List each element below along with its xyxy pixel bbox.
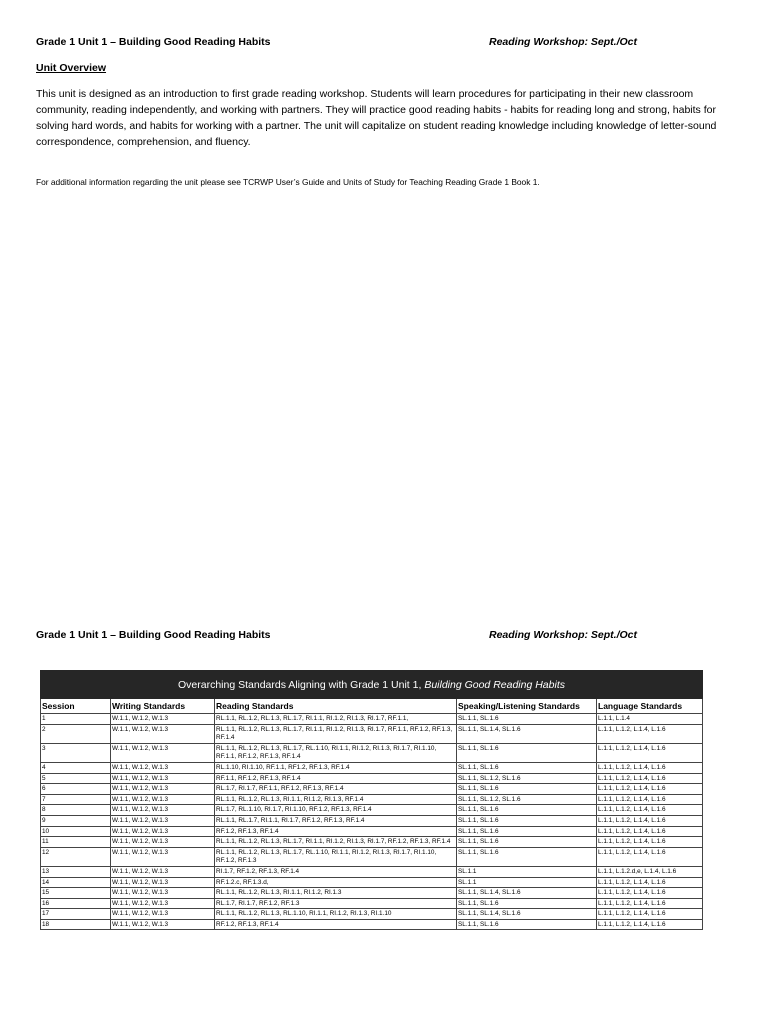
session-cell: 13	[41, 866, 111, 877]
session-cell: 17	[41, 909, 111, 920]
writing-standards-cell: W.1.1, W.1.2, W.1.3	[111, 784, 215, 795]
table-row	[41, 743, 703, 762]
speaking-standards-cell: SL.1.1	[457, 866, 597, 877]
writing-standards-cell: W.1.1, W.1.2, W.1.3	[111, 826, 215, 837]
language-standards-cell: L.1.1, L.1.2, L.1.4, L.1.6	[597, 909, 703, 920]
reading-standards-cell: RL.1.1, RL.1.2, RL.1.3, RL.1.7, RI.1.1, RI.1.2, RI.1.3, RI.1.7, RF.1.2, RF.1.3, RF.1.4	[215, 837, 457, 848]
session-cell: 3	[41, 743, 111, 762]
session-cell: 6	[41, 784, 111, 795]
table-row	[41, 714, 703, 725]
session-cell: 1	[41, 714, 111, 725]
header-workshop-date: Reading Workshop: Sept./Oct	[489, 629, 637, 641]
table-row	[41, 919, 703, 930]
reading-standards-cell: RL.1.7, RI.1.7, RF.1.1, RF.1.2, RF.1.3, RF.1.4	[215, 784, 457, 795]
page-header-second	[36, 629, 736, 641]
language-standards-cell: L.1.1, L.1.2, L.1.4, L.1.6	[597, 888, 703, 899]
unit-overview-paragraph: This unit is designed as an introduction to first grade reading workshop. Students will learn procedures for participating in their new classroom community, reading independently, and working with partners. They will practice good reading habits - habits for reading long and strong, habits for solving hard words, and habits for working with a partner. The unit will capitalize on student reading knowledge including knowledge of letter-sound correspondence, comprehension, and fluency.	[36, 88, 717, 148]
speaking-standards-cell: SL.1.1, SL.1.4, SL.1.6	[457, 888, 597, 899]
speaking-standards-cell: SL.1.1, SL.1.6	[457, 826, 597, 837]
language-standards-cell: L.1.1, L.1.2, L.1.4, L.1.6	[597, 794, 703, 805]
table-body	[41, 714, 703, 930]
column-header-language: Language Standards	[597, 699, 703, 714]
table-row	[41, 847, 703, 866]
speaking-standards-cell: SL.1.1, SL.1.6	[457, 714, 597, 725]
language-standards-cell: L.1.1, L.1.2, L.1.4, L.1.6	[597, 815, 703, 826]
reading-standards-cell: RL.1.1, RL.1.2, RL.1.3, RL.1.7, RI.1.1, RI.1.2, RI.1.3, RI.1.7, RF.1.1, RF.1.2, RF.1.3, RF.1.4	[215, 724, 457, 743]
table-row	[41, 784, 703, 795]
session-cell: 2	[41, 724, 111, 743]
speaking-standards-cell: SL.1.1, SL.1.6	[457, 898, 597, 909]
language-standards-cell: L.1.1, L.1.2, L.1.4, L.1.6	[597, 773, 703, 784]
language-standards-cell: L.1.1, L.1.4	[597, 714, 703, 725]
unit-overview-heading: Unit Overview	[36, 62, 107, 74]
language-standards-cell: L.1.1, L.1.2, L.1.4, L.1.6	[597, 743, 703, 762]
session-cell: 9	[41, 815, 111, 826]
table-row	[41, 866, 703, 877]
session-cell: 12	[41, 847, 111, 866]
speaking-standards-cell: SL.1.1, SL.1.6	[457, 805, 597, 816]
reading-standards-cell: RF.1.2, RF.1.3, RF.1.4	[215, 919, 457, 930]
reading-standards-cell: RL.1.1, RL.1.7, RI.1.1, RI.1.7, RF.1.2, RF.1.3, RF.1.4	[215, 815, 457, 826]
writing-standards-cell: W.1.1, W.1.2, W.1.3	[111, 847, 215, 866]
writing-standards-cell: W.1.1, W.1.2, W.1.3	[111, 724, 215, 743]
language-standards-cell: L.1.1, L.1.2, L.1.4, L.1.6	[597, 805, 703, 816]
standards-table	[40, 670, 703, 930]
table-row	[41, 909, 703, 920]
header-unit-title: Grade 1 Unit 1 – Building Good Reading Habits	[36, 629, 271, 641]
session-cell: 15	[41, 888, 111, 899]
table-row	[41, 898, 703, 909]
additional-info-note: For additional information regarding the unit please see TCRWP User’s Guide and Units of Study for Teaching Reading Grade 1 Book 1.	[36, 177, 540, 187]
session-cell: 18	[41, 919, 111, 930]
session-cell: 5	[41, 773, 111, 784]
reading-standards-cell: RL.1.1, RL.1.2, RL.1.3, RL.1.7, RI.1.1, RI.1.2, RI.1.3, RI.1.7, RF.1.1,	[215, 714, 457, 725]
speaking-standards-cell: SL.1.1, SL.1.6	[457, 815, 597, 826]
reading-standards-cell: RF.1.2, RF.1.3, RF.1.4	[215, 826, 457, 837]
session-cell: 11	[41, 837, 111, 848]
column-header-reading: Reading Standards	[215, 699, 457, 714]
language-standards-cell: L.1.1, L.1.2, L.1.4, L.1.6	[597, 847, 703, 866]
writing-standards-cell: W.1.1, W.1.2, W.1.3	[111, 773, 215, 784]
page-header	[36, 36, 736, 48]
reading-standards-cell: RF.1.2.c, RF.1.3.d,	[215, 877, 457, 888]
language-standards-cell: L.1.1, L.1.2, L.1.4, L.1.6	[597, 826, 703, 837]
writing-standards-cell: W.1.1, W.1.2, W.1.3	[111, 714, 215, 725]
writing-standards-cell: W.1.1, W.1.2, W.1.3	[111, 805, 215, 816]
speaking-standards-cell: SL.1.1, SL.1.4, SL.1.6	[457, 724, 597, 743]
writing-standards-cell: W.1.1, W.1.2, W.1.3	[111, 888, 215, 899]
reading-standards-cell: RL.1.1, RL.1.2, RL.1.3, RI.1.1, RI.1.2, RI.1.3, RF.1.4	[215, 794, 457, 805]
reading-standards-cell: RL.1.10, RI.1.10, RF.1.1, RF1.2, RF.1.3, RF.1.4	[215, 762, 457, 773]
speaking-standards-cell: SL.1.1, SL.1.2, SL.1.6	[457, 773, 597, 784]
header-workshop-date: Reading Workshop: Sept./Oct	[489, 36, 637, 48]
table-row	[41, 826, 703, 837]
language-standards-cell: L.1.1, L.1.2, L.1.4, L.1.6	[597, 762, 703, 773]
table-row	[41, 805, 703, 816]
writing-standards-cell: W.1.1, W.1.2, W.1.3	[111, 877, 215, 888]
speaking-standards-cell: SL.1.1, SL.1.4, SL.1.6	[457, 909, 597, 920]
writing-standards-cell: W.1.1, W.1.2, W.1.3	[111, 909, 215, 920]
writing-standards-cell: W.1.1, W.1.2, W.1.3	[111, 837, 215, 848]
reading-standards-cell: RL.1.1, RL.1.2, RL.1.3, RL.1.7, RL.1.10, RI.1.1, RI.1.2, RI.1.3, RI.1.7, RI.1.10, RF.1.1, RF.1.2, RF.1.3, RF.1.4	[215, 743, 457, 762]
writing-standards-cell: W.1.1, W.1.2, W.1.3	[111, 866, 215, 877]
table-row	[41, 877, 703, 888]
speaking-standards-cell: SL.1.1, SL.1.6	[457, 743, 597, 762]
table-row	[41, 794, 703, 805]
reading-standards-cell: RL.1.1, RL.1.2, RL.1.3, RI.1.1, RI.1.2, RI.1.3	[215, 888, 457, 899]
session-cell: 8	[41, 805, 111, 816]
table-row	[41, 773, 703, 784]
writing-standards-cell: W.1.1, W.1.2, W.1.3	[111, 815, 215, 826]
speaking-standards-cell: SL.1.1, SL.1.6	[457, 847, 597, 866]
speaking-standards-cell: SL.1.1, SL.1.2, SL.1.6	[457, 794, 597, 805]
language-standards-cell: L.1.1, L.1.2, L.1.4, L.1.6	[597, 919, 703, 930]
speaking-standards-cell: SL.1.1, SL.1.6	[457, 919, 597, 930]
speaking-standards-cell: SL.1.1, SL.1.6	[457, 784, 597, 795]
language-standards-cell: L.1.1, L.1.2, L.1.4, L.1.6	[597, 784, 703, 795]
header-unit-title: Grade 1 Unit 1 – Building Good Reading Habits	[36, 36, 271, 48]
reading-standards-cell: RL.1.1, RL.1.2, RL.1.3, RL.1.7, RL.1.10, RI.1.1, RI.1.2, RI.1.3, RI.1.7, RI.1.10, RF.1.2, RF.1.3	[215, 847, 457, 866]
language-standards-cell: L.1.1, L.1.2, L.1.4, L.1.6	[597, 724, 703, 743]
session-cell: 7	[41, 794, 111, 805]
writing-standards-cell: W.1.1, W.1.2, W.1.3	[111, 794, 215, 805]
session-cell: 14	[41, 877, 111, 888]
writing-standards-cell: W.1.1, W.1.2, W.1.3	[111, 898, 215, 909]
session-cell: 16	[41, 898, 111, 909]
reading-standards-cell: RL.1.7, RL.1.10, RI.1.7, RI.1.10, RF.1.2, RF.1.3, RF.1.4	[215, 805, 457, 816]
session-cell: 10	[41, 826, 111, 837]
writing-standards-cell: W.1.1, W.1.2, W.1.3	[111, 762, 215, 773]
table-title-italic: Building Good Reading Habits	[424, 678, 565, 691]
reading-standards-cell: RF.1.1, RF.1.2, RF.1.3, RF.1.4	[215, 773, 457, 784]
column-header-speaking: Speaking/Listening Standards	[457, 699, 597, 714]
reading-standards-cell: RI.1.7, RF.1.2, RF.1.3, RF.1.4	[215, 866, 457, 877]
language-standards-cell: L.1.1, L.1.2, L.1.4, L.1.6	[597, 877, 703, 888]
table-row	[41, 888, 703, 899]
language-standards-cell: L.1.1, L.1.2, L.1.4, L.1.6	[597, 837, 703, 848]
speaking-standards-cell: SL.1.1, SL.1.6	[457, 837, 597, 848]
table-row	[41, 815, 703, 826]
reading-standards-cell: RL.1.7, RI.1.7, RF.1.2, RF.1.3	[215, 898, 457, 909]
speaking-standards-cell: SL.1.1, SL.1.6	[457, 762, 597, 773]
speaking-standards-cell: SL.1.1	[457, 877, 597, 888]
reading-standards-cell: RL.1.1, RL.1.2, RL.1.3, RL.1.10, RI.1.1, RI.1.2, RI.1.3, RI.1.10	[215, 909, 457, 920]
table-row	[41, 837, 703, 848]
writing-standards-cell: W.1.1, W.1.2, W.1.3	[111, 743, 215, 762]
language-standards-cell: L.1.1, L.1.2, L.1.4, L.1.6	[597, 898, 703, 909]
session-cell: 4	[41, 762, 111, 773]
language-standards-cell: L.1.1, L.1.2.d,e, L.1.4, L.1.6	[597, 866, 703, 877]
table-row	[41, 724, 703, 743]
table-title-prefix: Overarching Standards Aligning with Grade 1 Unit 1,	[178, 678, 425, 691]
column-header-writing: Writing Standards	[111, 699, 215, 714]
table-row	[41, 762, 703, 773]
writing-standards-cell: W.1.1, W.1.2, W.1.3	[111, 919, 215, 930]
table-title	[41, 671, 703, 699]
column-header-session: Session	[41, 699, 111, 714]
